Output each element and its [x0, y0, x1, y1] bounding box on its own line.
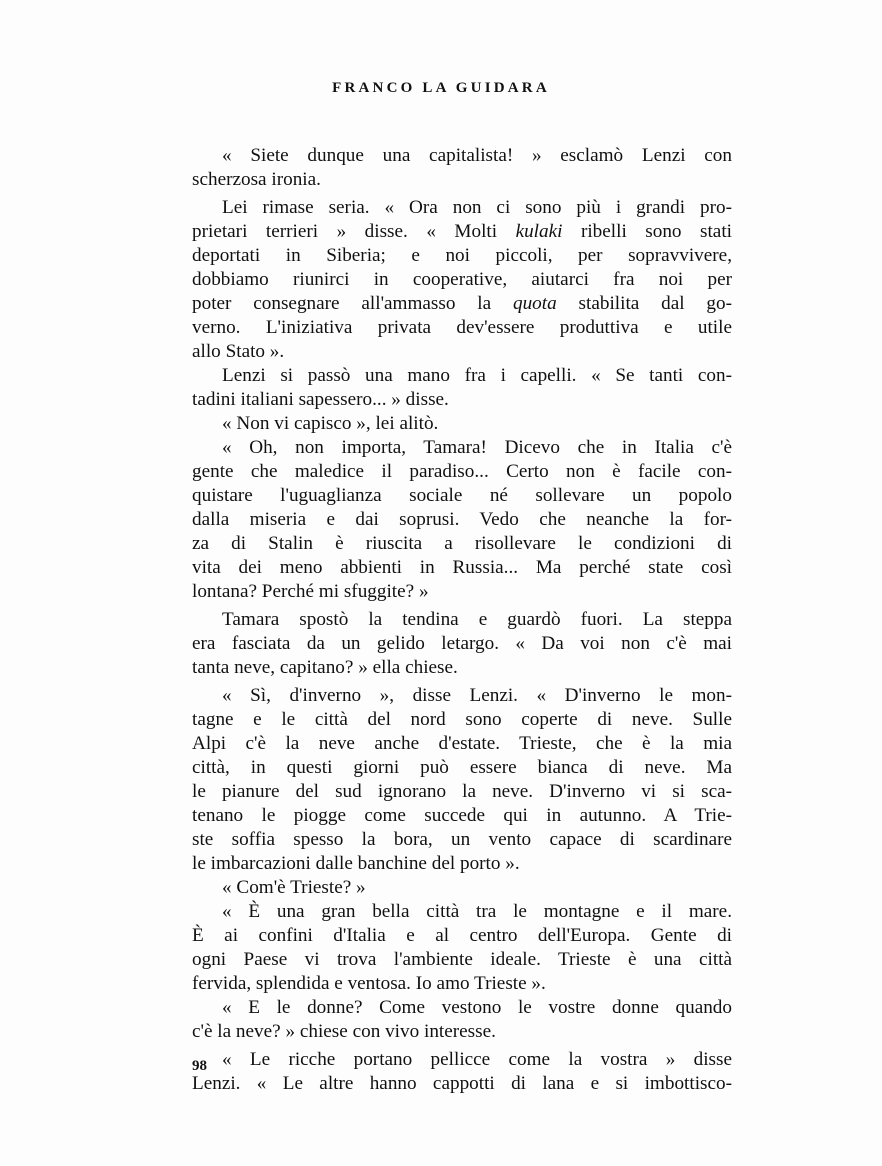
text-line: « E le donne? Come vestono le vostre donne quando — [222, 997, 732, 1018]
text-segment: prietari terrieri » disse. « Molti — [192, 221, 516, 242]
text-line: città, in questi giorni può essere bianca di neve. Ma — [192, 757, 732, 778]
text-segment: stabilita dal go- — [556, 293, 732, 314]
text-line: verno. L'iniziativa privata dev'essere produttiva e utile — [192, 317, 732, 338]
text-line: scherzosa ironia. — [192, 169, 321, 190]
text-line: tagne e le città del nord sono coperte di neve. Sulle — [192, 709, 732, 730]
text-line: allo Stato ». — [192, 341, 285, 362]
text-line: era fasciata da un gelido letargo. « Da voi non c'è mai — [192, 633, 732, 654]
text-line: le imbarcazioni dalle banchine del porto ». — [192, 853, 520, 874]
text-segment: poter consegnare all'ammasso la — [192, 293, 513, 314]
page-number: 98 — [192, 1058, 207, 1074]
running-head: FRANCO LA GUIDARA — [332, 80, 550, 96]
text-line: Tamara spostò la tendina e guardò fuori. La steppa — [222, 609, 732, 630]
text-line: « Com'è Trieste? » — [222, 877, 366, 898]
text-line: za di Stalin è riuscita a risollevare le condizioni di — [192, 533, 732, 554]
text-line: lontana? Perché mi sfuggite? » — [192, 581, 429, 602]
text-segment: ribelli sono stati — [562, 221, 732, 242]
text-line: dalla miseria e dai soprusi. Vedo che neanche la for- — [192, 509, 732, 530]
text-line: quistare l'uguaglianza sociale né sollevare un popolo — [192, 485, 732, 506]
text-line: « È una gran bella città tra le montagne e il mare. — [222, 901, 732, 922]
text-line — [192, 292, 732, 316]
text-line: dobbiamo riunirci in cooperative, aiutarci fra noi per — [192, 269, 732, 290]
text-line: fervida, splendida e ventosa. Io amo Trieste ». — [192, 973, 546, 994]
text-line: « Non vi capisco », lei alitò. — [222, 413, 439, 434]
italic-term: quota — [512, 293, 557, 314]
text-line: le pianure del sud ignorano la neve. D'inverno vi si sca- — [192, 781, 732, 802]
text-line: ogni Paese vi trova l'ambiente ideale. Trieste è una città — [192, 949, 732, 970]
body-text — [192, 144, 732, 1096]
text-line: deportati in Siberia; e noi piccoli, per sopravvivere, — [192, 245, 732, 266]
text-line: « Sì, d'inverno », disse Lenzi. « D'inverno le mon- — [222, 685, 732, 706]
text-line: ste soffia spesso la bora, un vento capace di scardinare — [192, 829, 732, 850]
italic-term: kulaki — [515, 221, 563, 242]
text-line: tanta neve, capitano? » ella chiese. — [192, 657, 458, 678]
text-line: « Le ricche portano pellicce come la vostra » disse — [222, 1049, 732, 1070]
text-line: Lenzi. « Le altre hanno cappotti di lana e si imbottisco- — [192, 1073, 732, 1094]
text-line: tadini italiani sapessero... » disse. — [192, 389, 449, 410]
text-line: Lei rimase seria. « Ora non ci sono più i grandi pro- — [222, 197, 732, 218]
text-line: vita dei meno abbienti in Russia... Ma perché state così — [192, 557, 732, 578]
text-line: c'è la neve? » chiese con vivo interesse. — [192, 1021, 496, 1042]
text-line: « Oh, non importa, Tamara! Dicevo che in Italia c'è — [222, 437, 732, 458]
text-line: gente che maledice il paradiso... Certo non è facile con- — [192, 461, 732, 482]
text-line: Alpi c'è la neve anche d'estate. Trieste, che è la mia — [192, 733, 732, 754]
text-line: Lenzi si passò una mano fra i capelli. « Se tanti con- — [222, 365, 732, 386]
text-line: tenano le piogge come succede qui in autunno. A Trie- — [192, 805, 732, 826]
text-line: È ai confini d'Italia e al centro dell'Europa. Gente di — [192, 925, 732, 946]
text-line — [192, 220, 732, 244]
text-line: « Siete dunque una capitalista! » esclamò Lenzi con — [222, 145, 732, 166]
